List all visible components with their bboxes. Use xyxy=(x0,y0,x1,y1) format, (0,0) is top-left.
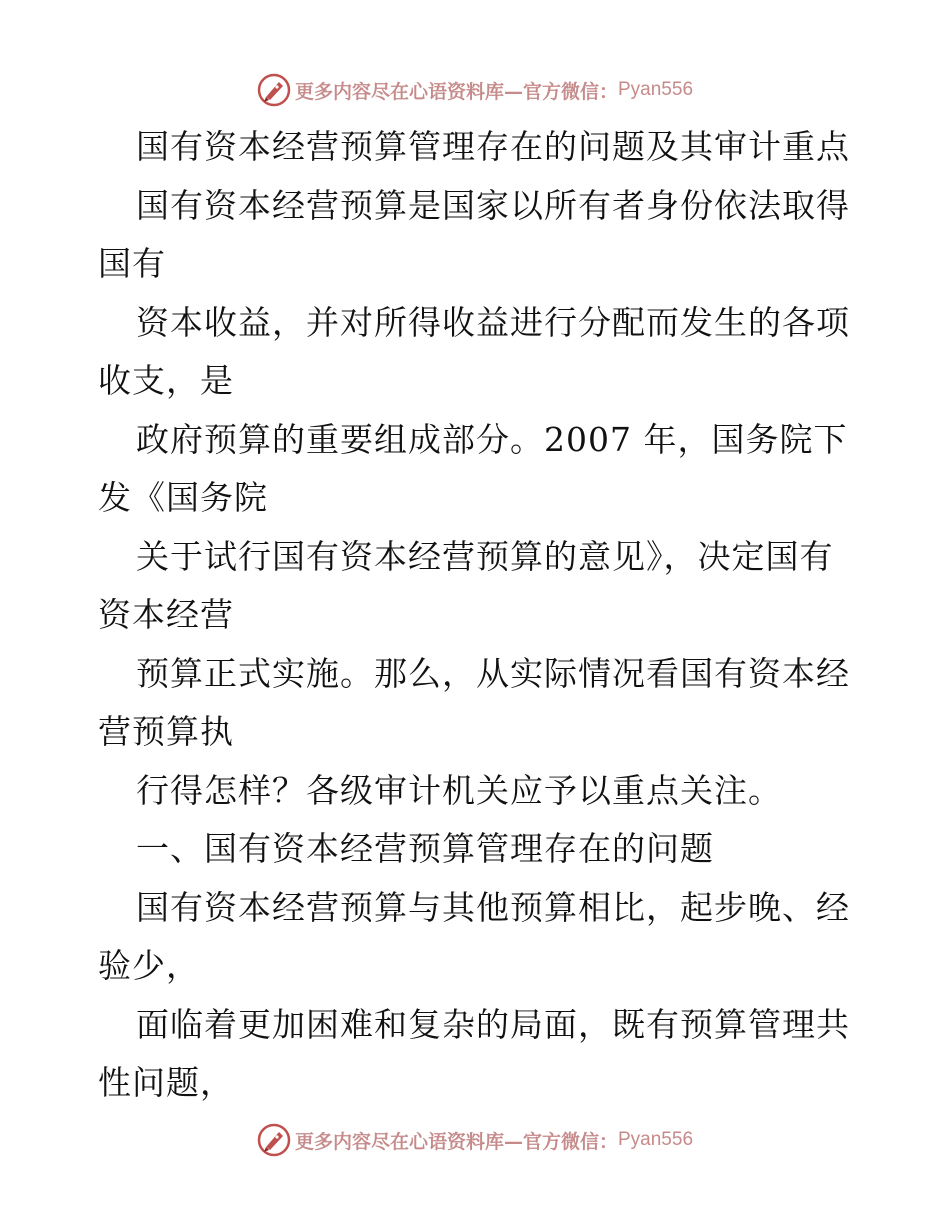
text-line: 验少， xyxy=(98,946,200,985)
watermark-wechat-id: Pyan556 xyxy=(618,1129,694,1150)
text-line: 营预算执 xyxy=(98,712,234,751)
text-line: 资本经营 xyxy=(98,595,234,634)
text-line: 资本收益，并对所得收益进行分配而发生的各项 xyxy=(136,302,850,342)
text-line: 收支，是 xyxy=(98,361,234,400)
watermark-text: 更多内容尽在心语资料库—官方微信： xyxy=(294,1130,618,1153)
text-line: 国有资本经营预算与其他预算相比，起步晚、经 xyxy=(136,887,850,927)
text-line: 国有 xyxy=(98,244,166,283)
watermark-text: 更多内容尽在心语资料库—官方微信： xyxy=(294,80,618,103)
header-watermark xyxy=(0,70,950,110)
text-line: 面临着更加困难和复杂的局面，既有预算管理共 xyxy=(136,1004,850,1044)
footer-watermark xyxy=(0,1120,950,1160)
pen-logo-icon xyxy=(257,1123,291,1157)
text-line: 国有资本经营预算管理存在的问题及其审计重点 xyxy=(136,127,850,166)
text-line: 发《国务院 xyxy=(98,478,268,517)
text-line: 政府预算的重要组成部分。2007 年，国务院下 xyxy=(136,419,848,459)
pen-logo-icon xyxy=(257,73,291,107)
text-line: 国有资本经营预算是国家以所有者身份依法取得 xyxy=(136,185,850,225)
text-line: 预算正式实施。那么，从实际情况看国有资本经 xyxy=(136,653,850,693)
text-line: 关于试行国有资本经营预算的意见》，决定国有 xyxy=(136,536,834,576)
watermark-wechat-id: Pyan556 xyxy=(618,79,694,100)
text-line: 一、国有资本经营预算管理存在的问题 xyxy=(136,829,714,868)
text-line: 性问题， xyxy=(98,1063,234,1102)
text-line: 行得怎样？各级审计机关应予以重点关注。 xyxy=(136,770,782,810)
document-body xyxy=(98,118,858,1113)
